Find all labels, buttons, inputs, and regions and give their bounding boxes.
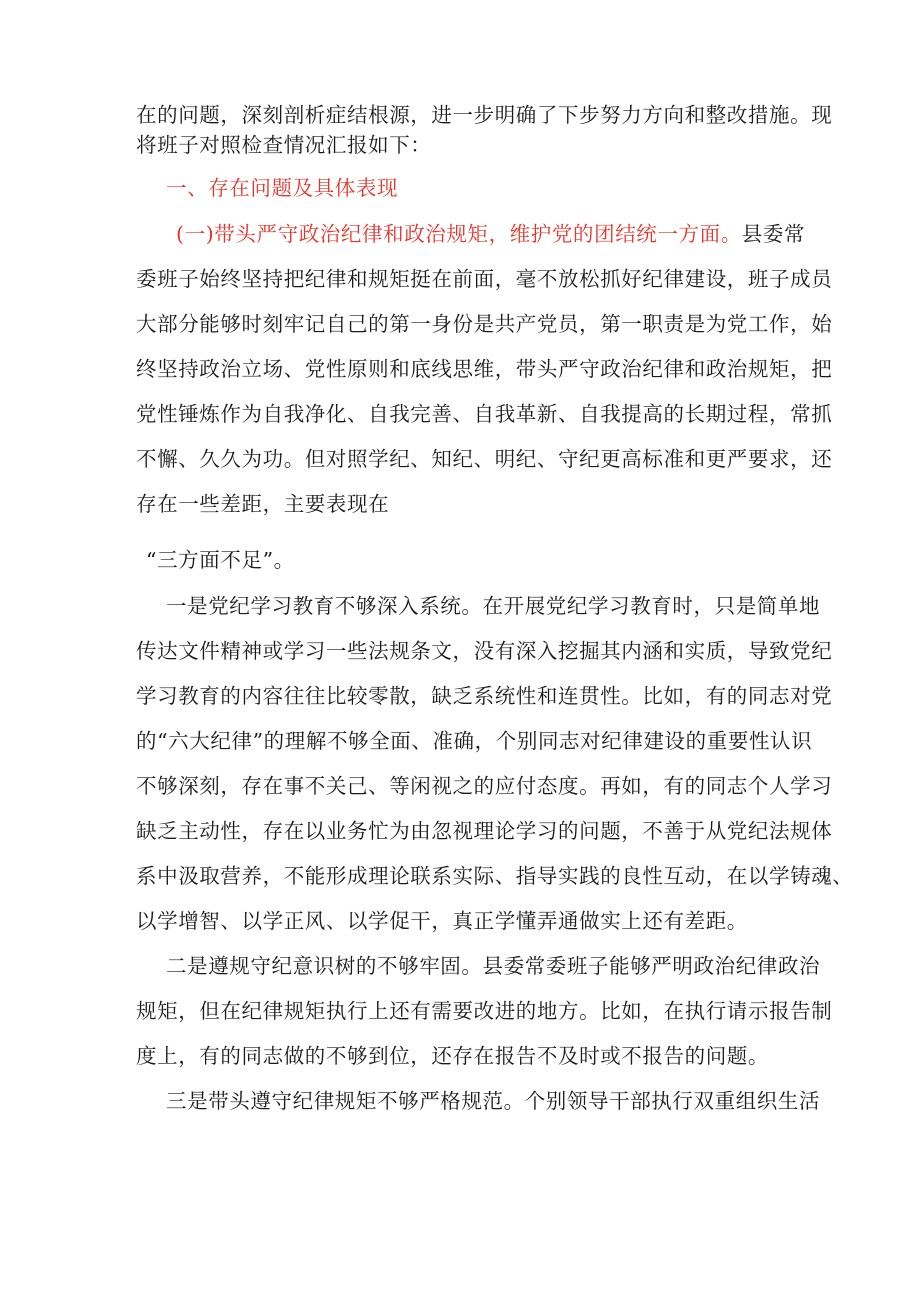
subheading: (一)带头严守政治纪律和政治规矩，维护党的团结统一方面。 xyxy=(176,222,742,246)
paragraph-line: 将班子对照检查情况汇报如下： xyxy=(136,133,432,157)
paragraph-line: 传达文件精神或学习一些法规条文，没有深入挖掘其内涵和实质，导致党纪 xyxy=(136,639,833,663)
paragraph-line: 系中汲取营养，不能形成理论联系实际、指导实践的良性互动，在以学铸魂、 xyxy=(136,864,854,888)
paragraph-line: 存在一些差距，主要表现在 xyxy=(136,492,390,516)
subheading-line xyxy=(176,220,836,248)
paragraph-text: 县委常 xyxy=(741,222,806,246)
paragraph-line: 不够深刻，存在事不关己、等闲视之的应付态度。再如，有的同志个人学习 xyxy=(136,774,833,798)
paragraph-line: 以学增智、以学正风、以学促干，真正学懂弄通做实上还有差距。 xyxy=(136,909,748,933)
paragraph-line: 缺乏主动性，存在以业务忙为由忽视理论学习的问题，不善于从党纪法规体 xyxy=(136,819,833,843)
paragraph-line: 大部分能够时刻牢记自己的第一身份是共产党员，第一职责是为党工作，始 xyxy=(136,312,833,336)
paragraph-line: 二是遵规守纪意识树的不够牢固。县委常委班子能够严明政治纪律政治 xyxy=(166,954,821,978)
paragraph-line: 的“六大纪律”的理解不够全面、准确，个别同志对纪律建设的重要性认识 xyxy=(136,729,813,753)
paragraph-line: 党性锤炼作为自我净化、自我完善、自我革新、自我提高的长期过程，常抓 xyxy=(136,402,833,426)
paragraph-line: 一是党纪学习教育不够深入系统。在开展党纪学习教育时，只是简单地 xyxy=(166,594,821,618)
paragraph-line: 委班子始终坚持把纪律和规矩挺在前面，毫不放松抓好纪律建设，班子成员 xyxy=(136,267,833,291)
paragraph-line: 在的问题，深刻剖析症结根源，进一步明确了下步努力方向和整改措施。现 xyxy=(136,103,833,127)
paragraph-line: 三是带头遵守纪律规矩不够严格规范。个别领导干部执行双重组织生活 xyxy=(166,1089,821,1113)
paragraph-line: 度上，有的同志做的不够到位，还存在报告不及时或不报告的问题。 xyxy=(136,1044,769,1068)
paragraph-line: 学习教育的内容往往比较零散，缺乏系统性和连贯性。比如，有的同志对党 xyxy=(136,684,833,708)
paragraph-line: 规矩，但在纪律规矩执行上还有需要改进的地方。比如，在执行请示报告制 xyxy=(136,999,833,1023)
paragraph-line: 不懈、久久为功。但对照学纪、知纪、明纪、守纪更高标准和更严要求，还 xyxy=(136,447,833,471)
paragraph-line: “三方面不足”。 xyxy=(146,548,295,572)
section-heading: 一、存在问题及具体表现 xyxy=(166,176,399,200)
paragraph-line: 终坚持政治立场、党性原则和底线思维，带头严守政治纪律和政治规矩，把 xyxy=(136,357,833,381)
